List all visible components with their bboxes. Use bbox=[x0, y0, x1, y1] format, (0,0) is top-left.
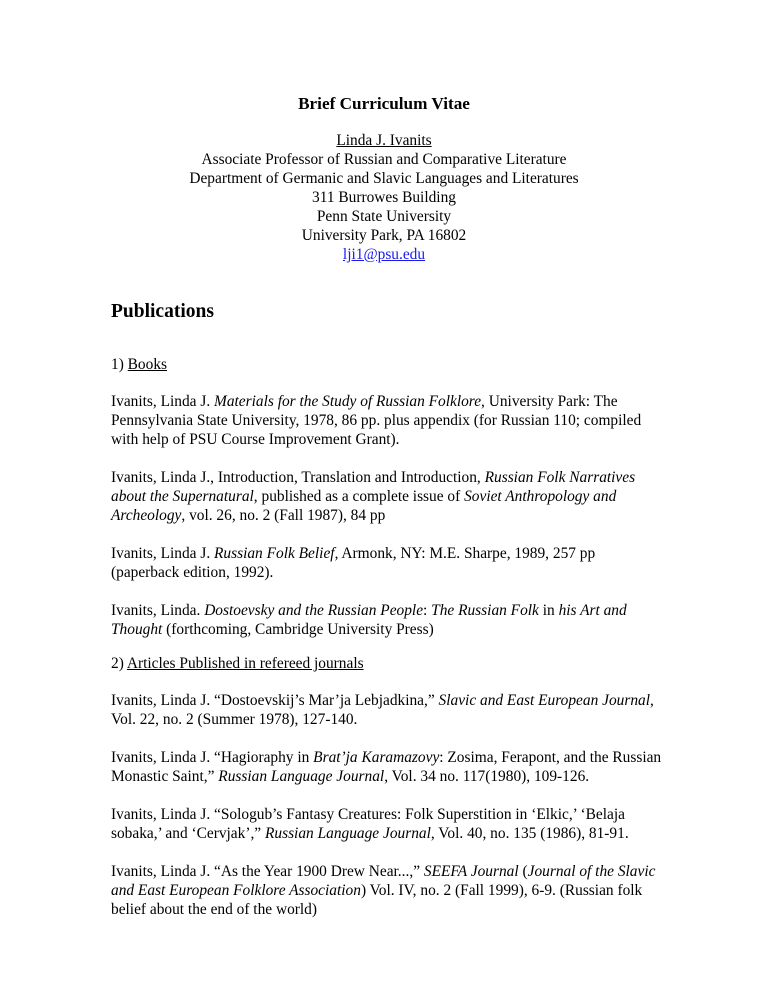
article-entry: Ivanits, Linda J. “Hagioraphy in Brat’ja Karamazovy: Zosima, Ferapont, and the Russian Monastic Saint,” Russian Language Journal, Vol. 34 no. 117(1980), 109-126. bbox=[111, 749, 662, 785]
book-entry: Ivanits, Linda J., Introduction, Translation and Introduction, Russian Folk Narratives about the Supernatural, published as a complete issue of Soviet Anthropology and Archeology, vol. 26, no. 2 (Fall 1987), 84 pp bbox=[111, 469, 636, 524]
publications-list bbox=[111, 355, 663, 938]
address-university: Penn State University bbox=[316, 208, 452, 225]
article-entry: Ivanits, Linda J. “Dostoevskij’s Mar’ja Lebjadkina,” Slavic and East European Journal, Vol. 22, no. 2 (Summer 1978), 127-140. bbox=[111, 692, 654, 728]
book-entry: Ivanits, Linda. Dostoevsky and the Russian People: The Russian Folk in his Art and Thought (forthcoming, Cambridge University Press) bbox=[111, 602, 627, 638]
book-entry: Ivanits, Linda J. Materials for the Study of Russian Folklore, University Park: The Pennsylvania State University, 1978, 86 pp. plus appendix (for Russian 110; compiled with help of PSU Course Improvement Grant). bbox=[111, 393, 642, 448]
address-building: 311 Burrowes Building bbox=[312, 189, 456, 206]
books-subheading: 1) Books bbox=[111, 356, 168, 373]
author-name: Linda J. Ivanits bbox=[336, 132, 432, 149]
article-entry: Ivanits, Linda J. “Sologub’s Fantasy Creatures: Folk Superstition in ‘Elkic,’ ‘Belaja sobaka,’ and ‘Cervjak’,” Russian Language Journal, Vol. 40, no. 135 (1986), 81-91. bbox=[111, 806, 629, 842]
email-link[interactable]: lji1@psu.edu bbox=[342, 246, 426, 263]
cv-title: Brief Curriculum Vitae bbox=[298, 94, 470, 113]
author-position: Associate Professor of Russian and Comparative Literature bbox=[201, 151, 567, 168]
address-city: University Park, PA 16802 bbox=[301, 227, 467, 244]
article-entry: Ivanits, Linda J. “As the Year 1900 Drew Near...,” SEEFA Journal (Journal of the Slavic and East European Folklore Association) Vol. IV, no. 2 (Fall 1999), 6-9. (Russian folk belief about the end of the world) bbox=[111, 863, 656, 918]
cv-header bbox=[0, 93, 768, 264]
publications-heading: Publications bbox=[111, 301, 214, 322]
articles-subheading: 2) Articles Published in refereed journals bbox=[111, 655, 364, 672]
author-department: Department of Germanic and Slavic Languages and Literatures bbox=[189, 170, 579, 187]
book-entry: Ivanits, Linda J. Russian Folk Belief, Armonk, NY: M.E. Sharpe, 1989, 257 pp (paperback edition, 1992). bbox=[111, 545, 596, 581]
